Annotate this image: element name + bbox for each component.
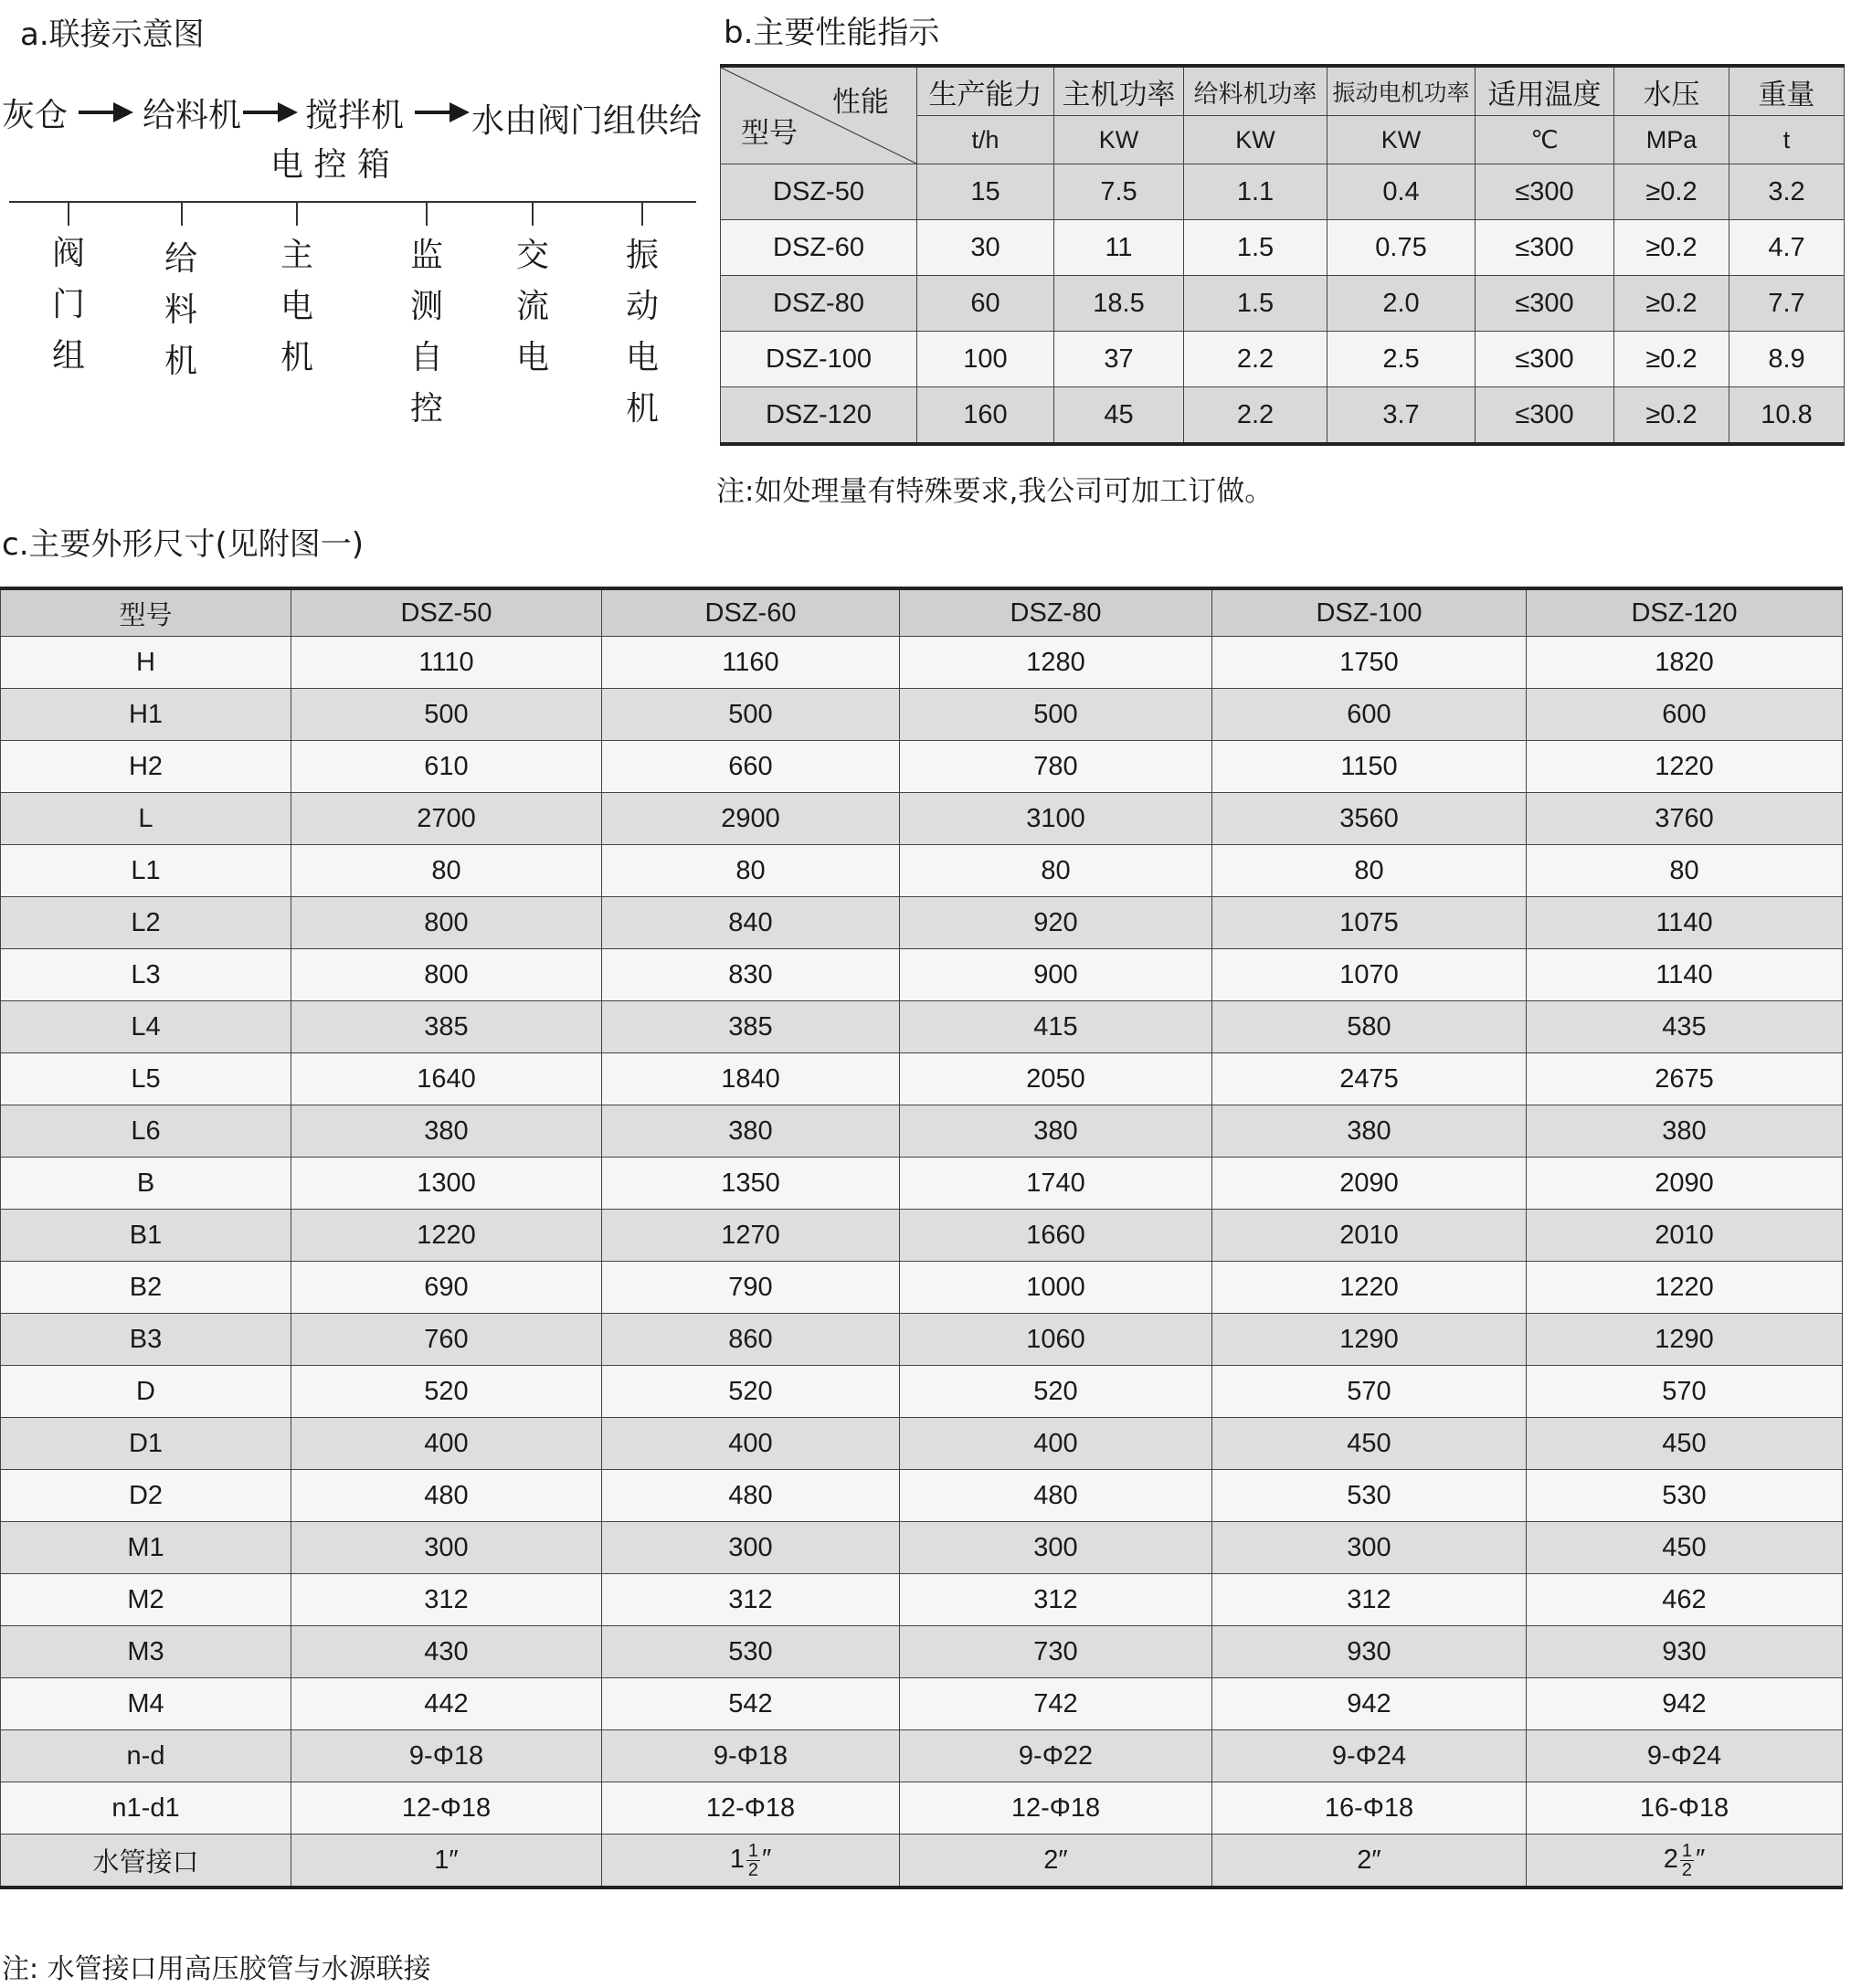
dims-value-cell: 660 (602, 741, 900, 793)
dims-col-header: DSZ-50 (291, 588, 602, 637)
dims-value-cell: 462 (1527, 1574, 1843, 1626)
perf-value-cell: 2.5 (1327, 332, 1476, 387)
dims-row (1, 949, 1843, 1001)
bus-tick (532, 202, 534, 226)
dims-value-cell: 12-Φ18 (900, 1782, 1212, 1835)
dims-value-cell: 435 (1527, 1001, 1843, 1053)
dims-value-cell: 1270 (602, 1210, 900, 1262)
performance-table (720, 64, 1845, 446)
dims-value-cell: 312 (1212, 1574, 1527, 1626)
perf-value-cell: 18.5 (1054, 276, 1184, 332)
dims-row (1, 741, 1843, 793)
dims-value-cell: 80 (900, 845, 1212, 897)
dims-row (1, 1730, 1843, 1782)
dims-param-cell: M2 (1, 1574, 291, 1626)
output-ac-power: 交 流 电 (515, 237, 549, 376)
output-vibration-motor: 振 动 电 机 (625, 237, 659, 428)
pipe-size-cell (291, 1835, 602, 1888)
dims-value-cell: 1750 (1212, 637, 1527, 689)
dims-value-cell: 742 (900, 1678, 1212, 1730)
dims-value-cell: 1290 (1527, 1314, 1843, 1366)
dims-value-cell: 520 (900, 1366, 1212, 1418)
dims-value-cell: 300 (602, 1522, 900, 1574)
dims-value-cell: 9-Φ18 (291, 1730, 602, 1782)
dims-value-cell: 3100 (900, 793, 1212, 845)
dims-param-cell: D (1, 1366, 291, 1418)
perf-value-cell: ≤300 (1476, 276, 1614, 332)
dims-param-cell: L1 (1, 845, 291, 897)
dims-value-cell: 1160 (602, 637, 900, 689)
dims-value-cell: 450 (1527, 1522, 1843, 1574)
dims-value-cell: 450 (1527, 1418, 1843, 1470)
dims-header-row (1, 588, 1843, 637)
dims-row (1, 897, 1843, 949)
dims-col-header: 型号 (1, 588, 291, 637)
dims-value-cell: 380 (1527, 1105, 1843, 1158)
dims-param-cell: L5 (1, 1053, 291, 1105)
dims-value-cell: 542 (602, 1678, 900, 1730)
perf-value-cell: 1.1 (1184, 164, 1327, 220)
dims-value-cell: 442 (291, 1678, 602, 1730)
dims-value-cell: 1075 (1212, 897, 1527, 949)
dims-value-cell: 2475 (1212, 1053, 1527, 1105)
perf-value-cell: 15 (917, 164, 1054, 220)
dims-param-cell: H2 (1, 741, 291, 793)
dims-value-cell: 530 (1212, 1470, 1527, 1522)
perf-col-unit: KW (1327, 116, 1476, 164)
dims-value-cell: 16-Φ18 (1212, 1782, 1527, 1835)
dims-value-cell: 920 (900, 897, 1212, 949)
dims-param-cell: M1 (1, 1522, 291, 1574)
perf-value-cell: 2.2 (1184, 332, 1327, 387)
dims-value-cell: 900 (900, 949, 1212, 1001)
dims-value-cell: 530 (602, 1626, 900, 1678)
pipe-size-cell (1527, 1835, 1843, 1888)
dims-value-cell: 840 (602, 897, 900, 949)
dims-param-cell: M3 (1, 1626, 291, 1678)
dims-value-cell: 2090 (1527, 1158, 1843, 1210)
perf-value-cell: ≥0.2 (1614, 276, 1729, 332)
flow-node-ash-silo: 灰仓 (2, 97, 69, 134)
dims-param-cell: M4 (1, 1678, 291, 1730)
dims-value-cell: 9-Φ24 (1527, 1730, 1843, 1782)
flow-arrow (243, 111, 294, 114)
section-c-title: c.主要外形尺寸(见附图一) (2, 526, 365, 563)
dims-value-cell: 570 (1212, 1366, 1527, 1418)
bus-tick (296, 202, 298, 226)
dims-value-cell: 380 (291, 1105, 602, 1158)
perf-value-cell: 2.0 (1327, 276, 1476, 332)
dims-row (1, 793, 1843, 845)
pipe-size-cell (900, 1835, 1212, 1888)
dims-value-cell: 570 (1527, 1366, 1843, 1418)
perf-value-cell: ≥0.2 (1614, 164, 1729, 220)
perf-col-header: 生产能力 (917, 66, 1054, 116)
dims-param-cell: B (1, 1158, 291, 1210)
dims-value-cell: 1140 (1527, 897, 1843, 949)
dims-value-cell: 500 (900, 689, 1212, 741)
dims-row (1, 1314, 1843, 1366)
dims-param-cell: 水管接口 (1, 1835, 291, 1888)
pipe-size-fraction (1680, 1842, 1694, 1879)
corner-label-model: 型号 (741, 117, 798, 149)
dims-row (1, 1001, 1843, 1053)
perf-value-cell: 4.7 (1729, 220, 1845, 276)
perf-row (721, 387, 1845, 445)
dims-value-cell: 520 (602, 1366, 900, 1418)
dims-value-cell: 385 (602, 1001, 900, 1053)
dims-param-cell: L2 (1, 897, 291, 949)
perf-value-cell: ≤300 (1476, 332, 1614, 387)
perf-corner-header (721, 66, 917, 164)
perf-value-cell: ≥0.2 (1614, 332, 1729, 387)
output-monitor-control: 监 测 自 控 (409, 237, 443, 428)
dims-param-cell: L (1, 793, 291, 845)
dims-value-cell: 600 (1527, 689, 1843, 741)
dims-value-cell: 1740 (900, 1158, 1212, 1210)
dims-value-cell: 300 (1212, 1522, 1527, 1574)
perf-row (721, 220, 1845, 276)
control-bus-line (9, 201, 696, 203)
dims-value-cell: 380 (900, 1105, 1212, 1158)
dims-param-cell: B2 (1, 1262, 291, 1314)
dims-value-cell: 9-Φ22 (900, 1730, 1212, 1782)
dims-value-cell: 942 (1527, 1678, 1843, 1730)
dims-param-cell: L6 (1, 1105, 291, 1158)
perf-model-cell: DSZ-80 (721, 276, 917, 332)
perf-value-cell: 160 (917, 387, 1054, 445)
dims-value-cell: 780 (900, 741, 1212, 793)
perf-value-cell: ≤300 (1476, 387, 1614, 445)
bus-tick (641, 202, 643, 226)
perf-value-cell: ≤300 (1476, 164, 1614, 220)
dims-value-cell: 600 (1212, 689, 1527, 741)
dims-row (1, 1418, 1843, 1470)
dims-value-cell: 1840 (602, 1053, 900, 1105)
dims-row (1, 1210, 1843, 1262)
dims-value-cell: 380 (1212, 1105, 1527, 1158)
dims-value-cell: 80 (602, 845, 900, 897)
perf-row (721, 164, 1845, 220)
dims-param-cell: D1 (1, 1418, 291, 1470)
pipe-size-inch-mark: ″ (761, 1844, 772, 1874)
dims-value-cell: 520 (291, 1366, 602, 1418)
dims-value-cell: 1060 (900, 1314, 1212, 1366)
perf-model-cell: DSZ-120 (721, 387, 917, 445)
dims-value-cell: 2900 (602, 793, 900, 845)
pipe-size-whole: 2″ (1043, 1845, 1068, 1875)
pipe-size-whole: 2 (1663, 1844, 1678, 1874)
dims-col-header: DSZ-120 (1527, 588, 1843, 637)
perf-model-cell: DSZ-60 (721, 220, 917, 276)
perf-value-cell: 0.4 (1327, 164, 1476, 220)
dims-value-cell: 1000 (900, 1262, 1212, 1314)
fraction-denominator: 2 (1681, 1859, 1692, 1880)
pipe-note: 注: 水管接口用高压胶管与水源联接 (2, 1953, 431, 1985)
dims-value-cell: 80 (291, 845, 602, 897)
dims-value-cell: 400 (900, 1418, 1212, 1470)
dims-value-cell: 1220 (1527, 741, 1843, 793)
dims-row (1, 689, 1843, 741)
perf-col-unit: KW (1184, 116, 1327, 164)
perf-col-header: 水压 (1614, 66, 1729, 116)
perf-model-cell: DSZ-100 (721, 332, 917, 387)
control-box-label: 电 控 箱 (270, 146, 390, 184)
dims-value-cell: 930 (1212, 1626, 1527, 1678)
fraction-numerator: 1 (747, 1840, 758, 1861)
dims-row (1, 1678, 1843, 1730)
pipe-size-whole: 1″ (434, 1845, 459, 1875)
dims-value-cell: 1640 (291, 1053, 602, 1105)
perf-value-cell: 8.9 (1729, 332, 1845, 387)
perf-col-unit: ℃ (1476, 116, 1614, 164)
dims-value-cell: 1220 (291, 1210, 602, 1262)
dims-value-cell: 12-Φ18 (291, 1782, 602, 1835)
dims-value-cell: 1150 (1212, 741, 1527, 793)
dims-value-cell: 1110 (291, 637, 602, 689)
dims-param-cell: n1-d1 (1, 1782, 291, 1835)
dims-value-cell: 860 (602, 1314, 900, 1366)
dimensions-table (0, 587, 1843, 1889)
dims-row (1, 1782, 1843, 1835)
perf-value-cell: 3.7 (1327, 387, 1476, 445)
flow-node-mixer: 搅拌机 (305, 97, 405, 134)
dims-value-cell: 930 (1527, 1626, 1843, 1678)
dims-value-cell: 530 (1527, 1470, 1843, 1522)
perf-value-cell: 2.2 (1184, 387, 1327, 445)
pipe-size-whole: 2″ (1357, 1845, 1381, 1875)
dims-value-cell: 830 (602, 949, 900, 1001)
dims-row (1, 1574, 1843, 1626)
perf-col-unit: t (1729, 116, 1845, 164)
dims-col-header: DSZ-100 (1212, 588, 1527, 637)
dims-value-cell: 3560 (1212, 793, 1527, 845)
dims-value-cell: 480 (291, 1470, 602, 1522)
dims-value-cell: 2050 (900, 1053, 1212, 1105)
flow-node-water-supply: 水由阀门组供给 (471, 102, 703, 140)
dims-value-cell: 1070 (1212, 949, 1527, 1001)
fraction-numerator: 1 (1681, 1840, 1692, 1861)
dims-value-cell: 1280 (900, 637, 1212, 689)
dims-row-pipe (1, 1835, 1843, 1888)
dims-param-cell: L4 (1, 1001, 291, 1053)
performance-note: 注:如处理量有特殊要求,我公司可加工订做。 (716, 475, 1274, 508)
perf-value-cell: ≥0.2 (1614, 387, 1729, 445)
dims-row (1, 1053, 1843, 1105)
dims-value-cell: 415 (900, 1001, 1212, 1053)
dims-row (1, 1626, 1843, 1678)
flow-arrow (415, 111, 466, 114)
flow-arrow (79, 111, 130, 114)
dims-value-cell: 80 (1527, 845, 1843, 897)
output-feeder: 给 料 机 (164, 240, 197, 380)
perf-value-cell: 0.75 (1327, 220, 1476, 276)
dims-value-cell: 800 (291, 897, 602, 949)
perf-value-cell: 11 (1054, 220, 1184, 276)
dims-value-cell: 760 (291, 1314, 602, 1366)
section-a-title: a.联接示意图 (20, 16, 205, 53)
dims-value-cell: 300 (291, 1522, 602, 1574)
perf-value-cell: 3.2 (1729, 164, 1845, 220)
dims-row (1, 1105, 1843, 1158)
perf-value-cell: 7.7 (1729, 276, 1845, 332)
perf-value-cell: 100 (917, 332, 1054, 387)
dims-value-cell: 2700 (291, 793, 602, 845)
dims-param-cell: H (1, 637, 291, 689)
dims-value-cell: 1300 (291, 1158, 602, 1210)
dims-param-cell: B3 (1, 1314, 291, 1366)
perf-value-cell: 10.8 (1729, 387, 1845, 445)
output-main-motor: 主 电 机 (280, 237, 313, 376)
perf-col-header: 给料机功率 (1184, 66, 1327, 116)
dims-value-cell: 790 (602, 1262, 900, 1314)
bus-tick (426, 202, 428, 226)
dims-row (1, 1158, 1843, 1210)
pipe-size-inch-mark: ″ (1695, 1844, 1706, 1874)
dims-value-cell: 9-Φ18 (602, 1730, 900, 1782)
perf-value-cell: 37 (1054, 332, 1184, 387)
perf-value-cell: ≥0.2 (1614, 220, 1729, 276)
dims-value-cell: 580 (1212, 1001, 1527, 1053)
perf-value-cell: 30 (917, 220, 1054, 276)
dims-value-cell: 690 (291, 1262, 602, 1314)
perf-col-unit: KW (1054, 116, 1184, 164)
dims-row (1, 637, 1843, 689)
perf-value-cell: 7.5 (1054, 164, 1184, 220)
section-b-title: b.主要性能指示 (724, 15, 940, 51)
dims-value-cell: 312 (900, 1574, 1212, 1626)
dims-value-cell: 16-Φ18 (1527, 1782, 1843, 1835)
dims-row (1, 845, 1843, 897)
dims-value-cell: 2675 (1527, 1053, 1843, 1105)
dims-value-cell: 1220 (1212, 1262, 1527, 1314)
dims-value-cell: 1220 (1527, 1262, 1843, 1314)
perf-row (721, 276, 1845, 332)
dims-value-cell: 312 (602, 1574, 900, 1626)
pipe-size-cell (1212, 1835, 1527, 1888)
dims-param-cell: B1 (1, 1210, 291, 1262)
dims-value-cell: 800 (291, 949, 602, 1001)
dims-row (1, 1262, 1843, 1314)
dims-value-cell: 385 (291, 1001, 602, 1053)
perf-value-cell: 60 (917, 276, 1054, 332)
dims-value-cell: 9-Φ24 (1212, 1730, 1527, 1782)
dims-param-cell: D2 (1, 1470, 291, 1522)
dims-value-cell: 12-Φ18 (602, 1782, 900, 1835)
dims-value-cell: 500 (291, 689, 602, 741)
dims-value-cell: 400 (602, 1418, 900, 1470)
dims-value-cell: 400 (291, 1418, 602, 1470)
dims-value-cell: 1350 (602, 1158, 900, 1210)
perf-col-header: 适用温度 (1476, 66, 1614, 116)
dims-value-cell: 380 (602, 1105, 900, 1158)
dims-param-cell: n-d (1, 1730, 291, 1782)
bus-tick (181, 202, 183, 226)
perf-value-cell: 45 (1054, 387, 1184, 445)
output-valve-group: 阀 门 组 (51, 235, 85, 375)
dims-value-cell: 1140 (1527, 949, 1843, 1001)
perf-col-unit: t/h (917, 116, 1054, 164)
dims-value-cell: 1660 (900, 1210, 1212, 1262)
dims-param-cell: H1 (1, 689, 291, 741)
dims-value-cell: 430 (291, 1626, 602, 1678)
dims-value-cell: 80 (1212, 845, 1527, 897)
perf-value-cell: ≤300 (1476, 220, 1614, 276)
dims-value-cell: 730 (900, 1626, 1212, 1678)
dims-value-cell: 942 (1212, 1678, 1527, 1730)
dims-value-cell: 300 (900, 1522, 1212, 1574)
perf-value-cell: 1.5 (1184, 276, 1327, 332)
perf-col-header: 重量 (1729, 66, 1845, 116)
corner-label-performance: 性能 (832, 86, 889, 118)
perf-value-cell: 1.5 (1184, 220, 1327, 276)
perf-model-cell: DSZ-50 (721, 164, 917, 220)
perf-row (721, 332, 1845, 387)
dims-row (1, 1470, 1843, 1522)
dims-value-cell: 610 (291, 741, 602, 793)
pipe-size-cell (602, 1835, 900, 1888)
dims-value-cell: 2010 (1212, 1210, 1527, 1262)
dims-col-header: DSZ-60 (602, 588, 900, 637)
dims-param-cell: L3 (1, 949, 291, 1001)
flow-node-feeder: 给料机 (143, 97, 242, 134)
dims-value-cell: 2010 (1527, 1210, 1843, 1262)
dims-row (1, 1522, 1843, 1574)
dims-value-cell: 480 (900, 1470, 1212, 1522)
perf-col-unit: MPa (1614, 116, 1729, 164)
dims-value-cell: 3760 (1527, 793, 1843, 845)
dims-row (1, 1366, 1843, 1418)
dims-value-cell: 480 (602, 1470, 900, 1522)
dims-value-cell: 1820 (1527, 637, 1843, 689)
bus-tick (68, 202, 69, 226)
perf-col-header: 主机功率 (1054, 66, 1184, 116)
perf-col-header: 振动电机功率 (1327, 66, 1476, 116)
dims-col-header: DSZ-80 (900, 588, 1212, 637)
dims-value-cell: 450 (1212, 1418, 1527, 1470)
dims-value-cell: 2090 (1212, 1158, 1527, 1210)
fraction-denominator: 2 (747, 1859, 758, 1880)
pipe-size-fraction (746, 1842, 760, 1879)
dims-value-cell: 500 (602, 689, 900, 741)
dims-value-cell: 1290 (1212, 1314, 1527, 1366)
pipe-size-whole: 1 (729, 1844, 745, 1874)
dims-value-cell: 312 (291, 1574, 602, 1626)
